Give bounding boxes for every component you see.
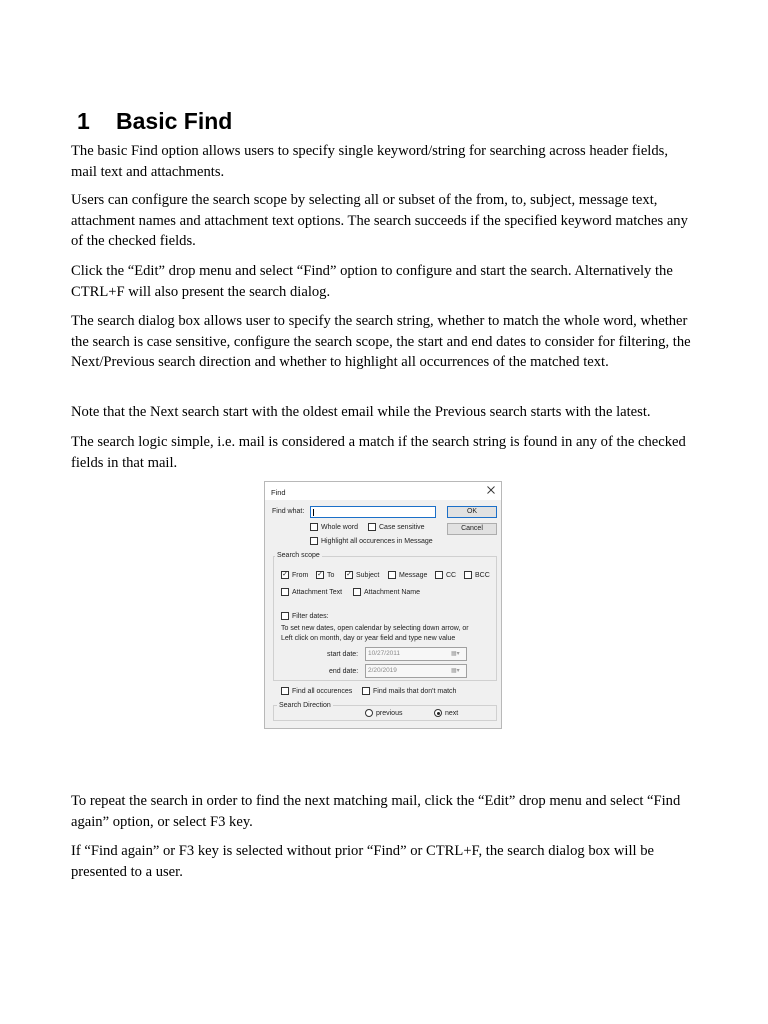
bcc-label: BCC [475,572,490,579]
whole-word-checkbox[interactable] [310,523,318,531]
dialog-body [265,500,501,728]
find-what-input[interactable] [310,506,436,518]
paragraph: Click the “Edit” drop menu and select “Find” option to configure and start the search. Alternatively the CTRL+F will also present the search dialog. [71,263,673,300]
to-checkbox[interactable]: ✓ [317,571,323,578]
bcc-checkbox[interactable] [464,571,472,579]
message-checkbox[interactable] [388,571,396,579]
cancel-button[interactable]: Cancel [447,523,497,535]
from-label: From [292,572,309,579]
highlight-all-checkbox[interactable] [310,537,318,545]
attachment-name-label: Attachment Name [364,589,421,596]
calendar-dropdown-icon[interactable]: ▦▾ [451,651,460,657]
subject-checkbox[interactable]: ✓ [346,571,352,578]
attachment-text-checkbox[interactable] [281,588,289,596]
paragraph: If “Find again” or F3 key is selected without prior “Find” or CTRL+F, the search dialog box will be presented to a user. [71,843,654,880]
text-caret [313,509,314,516]
find-what-label: Find what: [272,508,305,515]
previous-label: previous [376,710,403,717]
find-mails-no-match-label: Find mails that don't match [373,688,457,695]
start-date-picker[interactable]: 10/27/2011 ▦▾ [365,647,467,661]
paragraph: Note that the Next search start with the oldest email while the Previous search starts with the latest. [71,404,651,420]
find-dialog [264,481,502,729]
search-direction-label: Search Direction [279,702,331,709]
next-radio[interactable] [434,709,442,717]
paragraph: To repeat the search in order to find the next matching mail, click the “Edit” drop menu and select “Find again” option, or select F3 key. [71,793,681,830]
previous-radio[interactable] [365,709,373,717]
from-checkbox[interactable]: ✓ [282,571,288,578]
paragraph: Users can configure the search scope by selecting all or subset of the from, to, subject, message text, attachment names and attachment text options. The search succeeds if the specified keyword matches any of the checked fields. [71,192,688,249]
paragraph: The search logic simple, i.e. mail is considered a match if the search string is found in any of the checked fields in that mail. [71,434,686,471]
attachment-text-label: Attachment Text [292,589,343,596]
ok-button[interactable]: OK [447,506,497,518]
search-scope-label: Search scope [277,552,320,559]
subject-label: Subject [356,572,380,579]
attachment-name-checkbox[interactable] [353,588,361,596]
end-date-label: end date: [329,668,359,675]
to-label: To [327,572,335,579]
cc-checkbox[interactable] [435,571,443,579]
section-heading [77,107,232,135]
calendar-dropdown-icon[interactable]: ▦▾ [451,668,460,674]
section-title: Basic Find [116,108,233,134]
case-sensitive-checkbox[interactable] [368,523,376,531]
end-date-picker[interactable]: 2/20/2019 ▦▾ [365,664,467,678]
section-number: 1 [77,108,90,134]
paragraph: The basic Find option allows users to specify single keyword/string for searching across header fields, mail text and attachments. [71,143,668,180]
message-label: Message [399,572,428,579]
dialog-titlebar [265,482,501,500]
close-icon[interactable] [485,484,497,496]
start-date-label: start date: [327,651,359,658]
paragraph: The search dialog box allows user to specify the search string, whether to match the whole word, whether the search is case sensitive, configure the search scope, the start and end dates to consider for filtering, the Next/Previous search direction and whether to highlight all occurrences of the matched text. [71,313,691,370]
find-mails-no-match-checkbox[interactable] [362,687,370,695]
filter-dates-label: Filter dates: [292,613,329,620]
find-all-occurences-label: Find all occurences [292,688,353,695]
filter-dates-checkbox[interactable] [281,612,289,620]
next-label: next [445,710,459,717]
highlight-all-label: Highlight all occurences in Message [321,538,433,545]
dialog-title: Find [271,488,286,497]
find-all-occurences-checkbox[interactable] [281,687,289,695]
date-hint-line1: To set new dates, open calendar by selecting down arrow, or [281,625,469,632]
cc-label: CC [446,572,457,579]
case-sensitive-label: Case sensitive [379,524,425,531]
date-hint-line2: Left click on month, day or year field and type new value [281,635,456,642]
whole-word-label: Whole word [321,524,358,531]
